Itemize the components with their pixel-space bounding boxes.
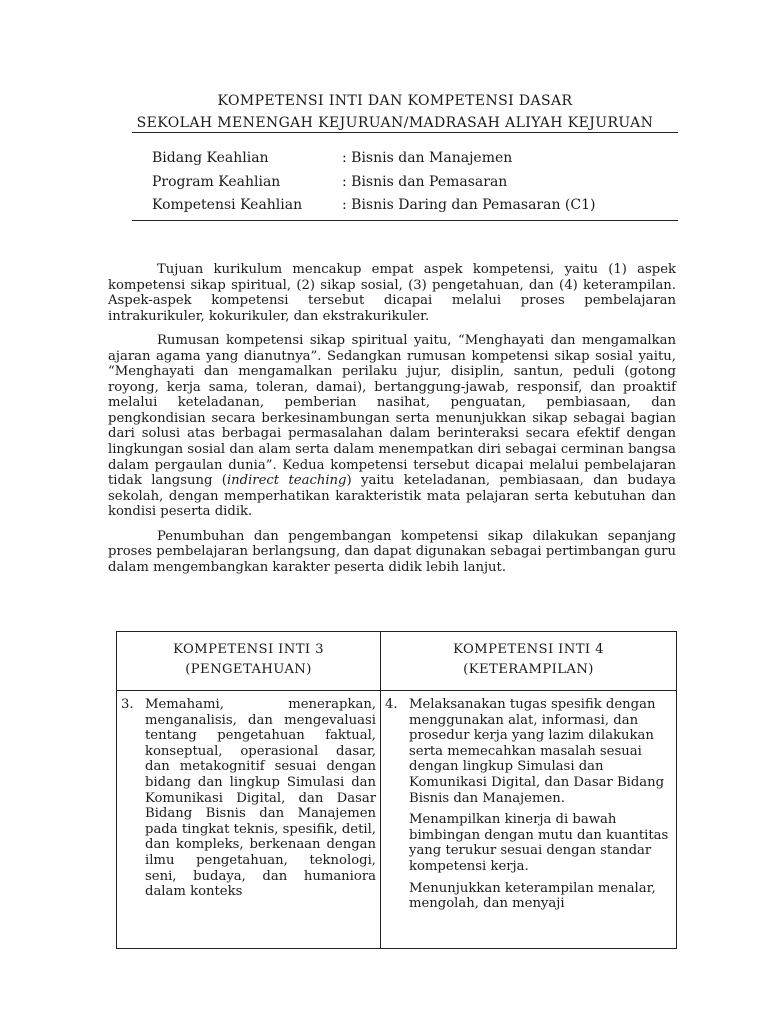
meta-label: Program Keahlian <box>152 173 281 190</box>
table-row <box>117 691 677 949</box>
table-cell-ki3 <box>117 691 381 949</box>
item-paragraph: Menunjukkan keterampilan menalar, mengolah, dan menyaji <box>409 880 656 912</box>
paragraph-tujuan: Tujuan kurikulum mencakup empat aspek kompetensi, yaitu (1) aspek kompetensi sikap spiritual, (2) sikap sosial, (3) pengetahuan, dan (4) keterampilan. Aspek-aspek kompetensi tersebut dicapai melalui proses pembelajaran intrakurikuler, kokurikuler, dan ekstrakurikuler. <box>108 262 676 324</box>
paragraph-text: Rumusan kompetensi sikap spiritual yaitu, “Menghayati dan mengamalkan ajaran agama yang dianutnya”. Sedangkan rumusan kompetensi sikap sosial yaitu, “Menghayati dan mengamalkan perilaku jujur, disiplin, santun, peduli (gotong royong, kerja sama, toleran, damai), bertanggung-jawab, responsif, dan proaktif melalui keteladanan, pemberian nasihat, penguatan, pembiasaan, dan pengkondisian secara berkesinambungan serta menunjukkan sikap sebagai bagian dari solusi atas berbagai permasalahan dalam berinteraksi secara efektif dengan lingkungan sosial dan alam serta dalam menempatkan diri sebagai cerminan bangsa dalam pergaulan dunia”. Kedua kompetensi tersebut dicapai melalui pembelajaran tidak langsung ( <box>108 333 676 489</box>
list-item <box>121 697 376 900</box>
kompetensi-table <box>116 631 677 949</box>
meta-value: : Bisnis dan Manajemen <box>342 150 513 166</box>
meta-value: : Bisnis dan Pemasaran <box>342 173 508 190</box>
table-header-ki3 <box>117 632 381 691</box>
paragraph-text: ) yaitu keteladanan, pembiasaan, dan budaya sekolah, dengan memperhatikan karakteristik mata pelajaran serta kebutuhan dan kondisi peserta didik. <box>108 473 676 520</box>
paragraph-rumusan <box>108 333 676 520</box>
table-cell-ki4 <box>381 691 677 949</box>
item-text: Melaksanakan tugas spesifik dengan menggunakan alat, informasi, dan prosedur kerja yang lazim dilakukan serta memecahkan masalah sesuai dengan lingkup Simulasi dan Komunikasi Digital, dan Dasar Bidang Bisnis dan Manajemen. <box>409 697 665 806</box>
meta-label: Kompetensi Keahlian <box>152 197 303 213</box>
item-number: 4. <box>385 697 398 712</box>
info-divider <box>132 220 678 221</box>
header-label: KOMPETENSI INTI 4 <box>453 642 604 657</box>
meta-label: Bidang Keahlian <box>152 150 269 166</box>
item-paragraph: Menampilkan kinerja di bawah bimbingan dengan mutu dan kuantitas yang terukur sesuai dengan standar kompetensi kerja. <box>409 812 669 874</box>
meta-value: : Bisnis Daring dan Pemasaran (C1) <box>342 197 596 213</box>
document-title: KOMPETENSI INTI DAN KOMPETENSI DASAR <box>217 93 573 109</box>
table-header-row <box>117 632 677 691</box>
paragraph-penumbuhan: Penumbuhan dan pengembangan kompetensi sikap dilakukan sepanjang proses pembelajaran berlangsung, dan dapat digunakan sebagai pertimbangan guru dalam mengembangkan karakter peserta didik lebih lanjut. <box>108 528 676 575</box>
item-number: 3. <box>121 697 134 712</box>
list-item <box>385 697 672 806</box>
header-sublabel: (PENGETAHUAN) <box>185 662 312 677</box>
item-text: Memahami, menerapkan, menganalisis, dan mengevaluasi tentang pengetahuan faktual, konseptual, operasional dasar, dan metakognitif sesuai dengan bidang dan lingkup Simulasi dan Komunikasi Digital, dan Dasar Bidang Bisnis dan Manajemen pada tingkat teknis, spesifik, detil, dan kompleks, berkenaan dengan ilmu pengetahuan, teknologi, seni, budaya, dan humaniora dalam konteks <box>145 697 376 900</box>
header-label: KOMPETENSI INTI 3 <box>173 642 324 657</box>
body-text <box>108 262 676 584</box>
italic-term: indirect teaching <box>226 473 347 489</box>
header-sublabel: (KETERAMPILAN) <box>463 662 594 677</box>
title-divider <box>132 132 678 133</box>
document-subtitle: SEKOLAH MENENGAH KEJURUAN/MADRASAH ALIYAH KEJURUAN <box>136 115 654 131</box>
table-header-ki4 <box>381 632 677 691</box>
